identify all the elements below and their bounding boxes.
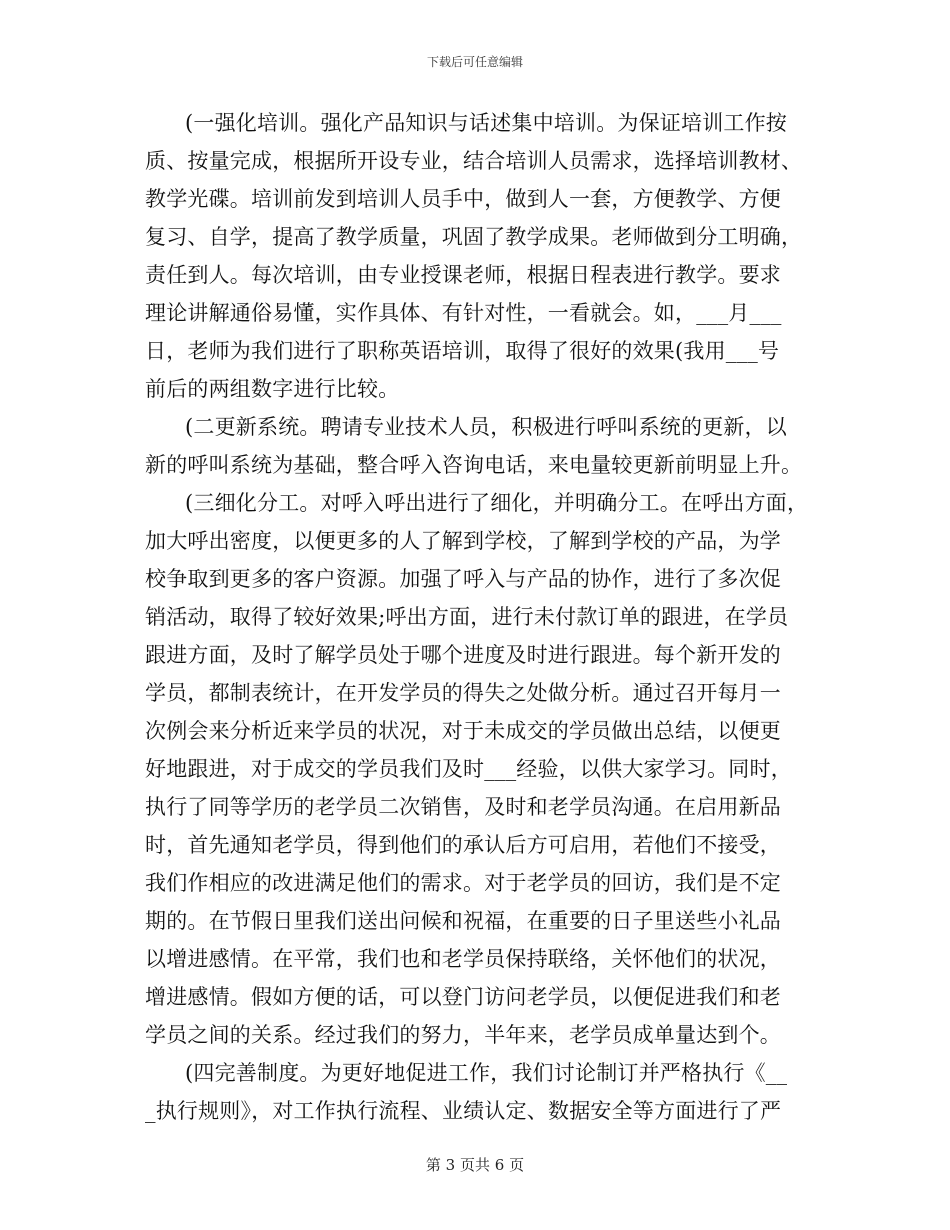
paragraph-3-line-5: 跟进方面，及时了解学员处于哪个进度及时进行跟进。每个新开发的 xyxy=(145,643,781,667)
paragraph-3-line-10: 时，首先通知老学员，得到他们的承认后方可启用，若他们不接受， xyxy=(145,833,781,857)
document-body xyxy=(145,104,810,1130)
paragraph-2-line-1: (二更新系统。聘请专业技术人员，积极进行呼叫系统的更新，以 xyxy=(185,415,787,439)
paragraph-3-line-11: 我们作相应的改进满足他们的需求。对于老学员的回访，我们是不定 xyxy=(145,871,781,895)
paragraph-2-line-2: 新的呼叫系统为基础，整合呼入咨询电话，来电量较更新前明显上升。 xyxy=(145,453,803,477)
paragraph-4-line-1: (四完善制度。为更好地促进工作，我们讨论制订并严格执行《__ xyxy=(185,1061,788,1085)
paragraph-3-line-9: 执行了同等学历的老学员二次销售，及时和老学员沟通。在启用新品 xyxy=(145,795,781,819)
paragraph-1-line-5: 责任到人。每次培训，由专业授课老师，根据日程表进行教学。要求 xyxy=(145,263,781,287)
paragraph-3-line-3: 校争取到更多的客户资源。加强了呼入与产品的协作，进行了多次促 xyxy=(145,567,781,591)
paragraph-1-line-8: 前后的两组数字进行比较。 xyxy=(145,377,400,401)
page-header: 下载后可任意编辑 xyxy=(426,55,523,69)
paragraph-1-line-3: 教学光碟。培训前发到培训人员手中，做到人一套，方便教学、方便 xyxy=(145,187,781,211)
paragraph-1-line-7: 日，老师为我们进行了职称英语培训，取得了很好的效果(我用___号 xyxy=(145,339,780,363)
paragraph-1-line-4: 复习、自学，提高了教学质量，巩固了教学成果。老师做到分工明确， xyxy=(145,225,803,249)
paragraph-3-line-12: 期的。在节假日里我们送出问候和祝福，在重要的日子里送些小礼品 xyxy=(145,909,781,933)
paragraph-1-line-2: 质、按量完成，根据所开设专业，结合培训人员需求，选择培训教材、 xyxy=(145,149,803,173)
paragraph-3-line-2: 加大呼出密度，以便更多的人了解到学校，了解到学校的产品，为学 xyxy=(145,529,781,553)
paragraph-3-line-13: 以增进感情。在平常，我们也和老学员保持联络，关怀他们的状况， xyxy=(145,947,781,971)
paragraph-3-line-1: (三细化分工。对呼入呼出进行了细化，并明确分工。在呼出方面， xyxy=(185,491,809,515)
paragraph-1-line-6: 理论讲解通俗易懂，实作具体、有针对性，一看就会。如，___月___ xyxy=(145,301,782,325)
paragraph-1-line-1: (一强化培训。强化产品知识与话述集中培训。为保证培训工作按 xyxy=(185,111,787,135)
paragraph-3-line-6: 学员，都制表统计，在开发学员的得失之处做分析。通过召开每月一 xyxy=(145,681,781,705)
paragraph-3-line-8: 好地跟进，对于成交的学员我们及时___经验，以供大家学习。同时， xyxy=(145,757,792,781)
paragraph-3-line-14: 增进感情。假如方便的话，可以登门访问老学员，以便促进我们和老 xyxy=(145,985,781,1009)
paragraph-3-line-15: 学员之间的关系。经过我们的努力，半年来，老学员成单量达到个。 xyxy=(145,1023,781,1047)
paragraph-3-line-4: 销活动，取得了较好效果;呼出方面，进行未付款订单的跟进，在学员 xyxy=(145,605,789,629)
paragraph-4-line-2: _执行规则》，对工作执行流程、业绩认定、数据安全等方面进行了严 xyxy=(145,1099,782,1123)
paragraph-3-line-7: 次例会来分析近来学员的状况，对于未成交的学员做出总结，以便更 xyxy=(145,719,781,743)
page-number-footer: 第 3 页共 6 页 xyxy=(425,1156,525,1174)
